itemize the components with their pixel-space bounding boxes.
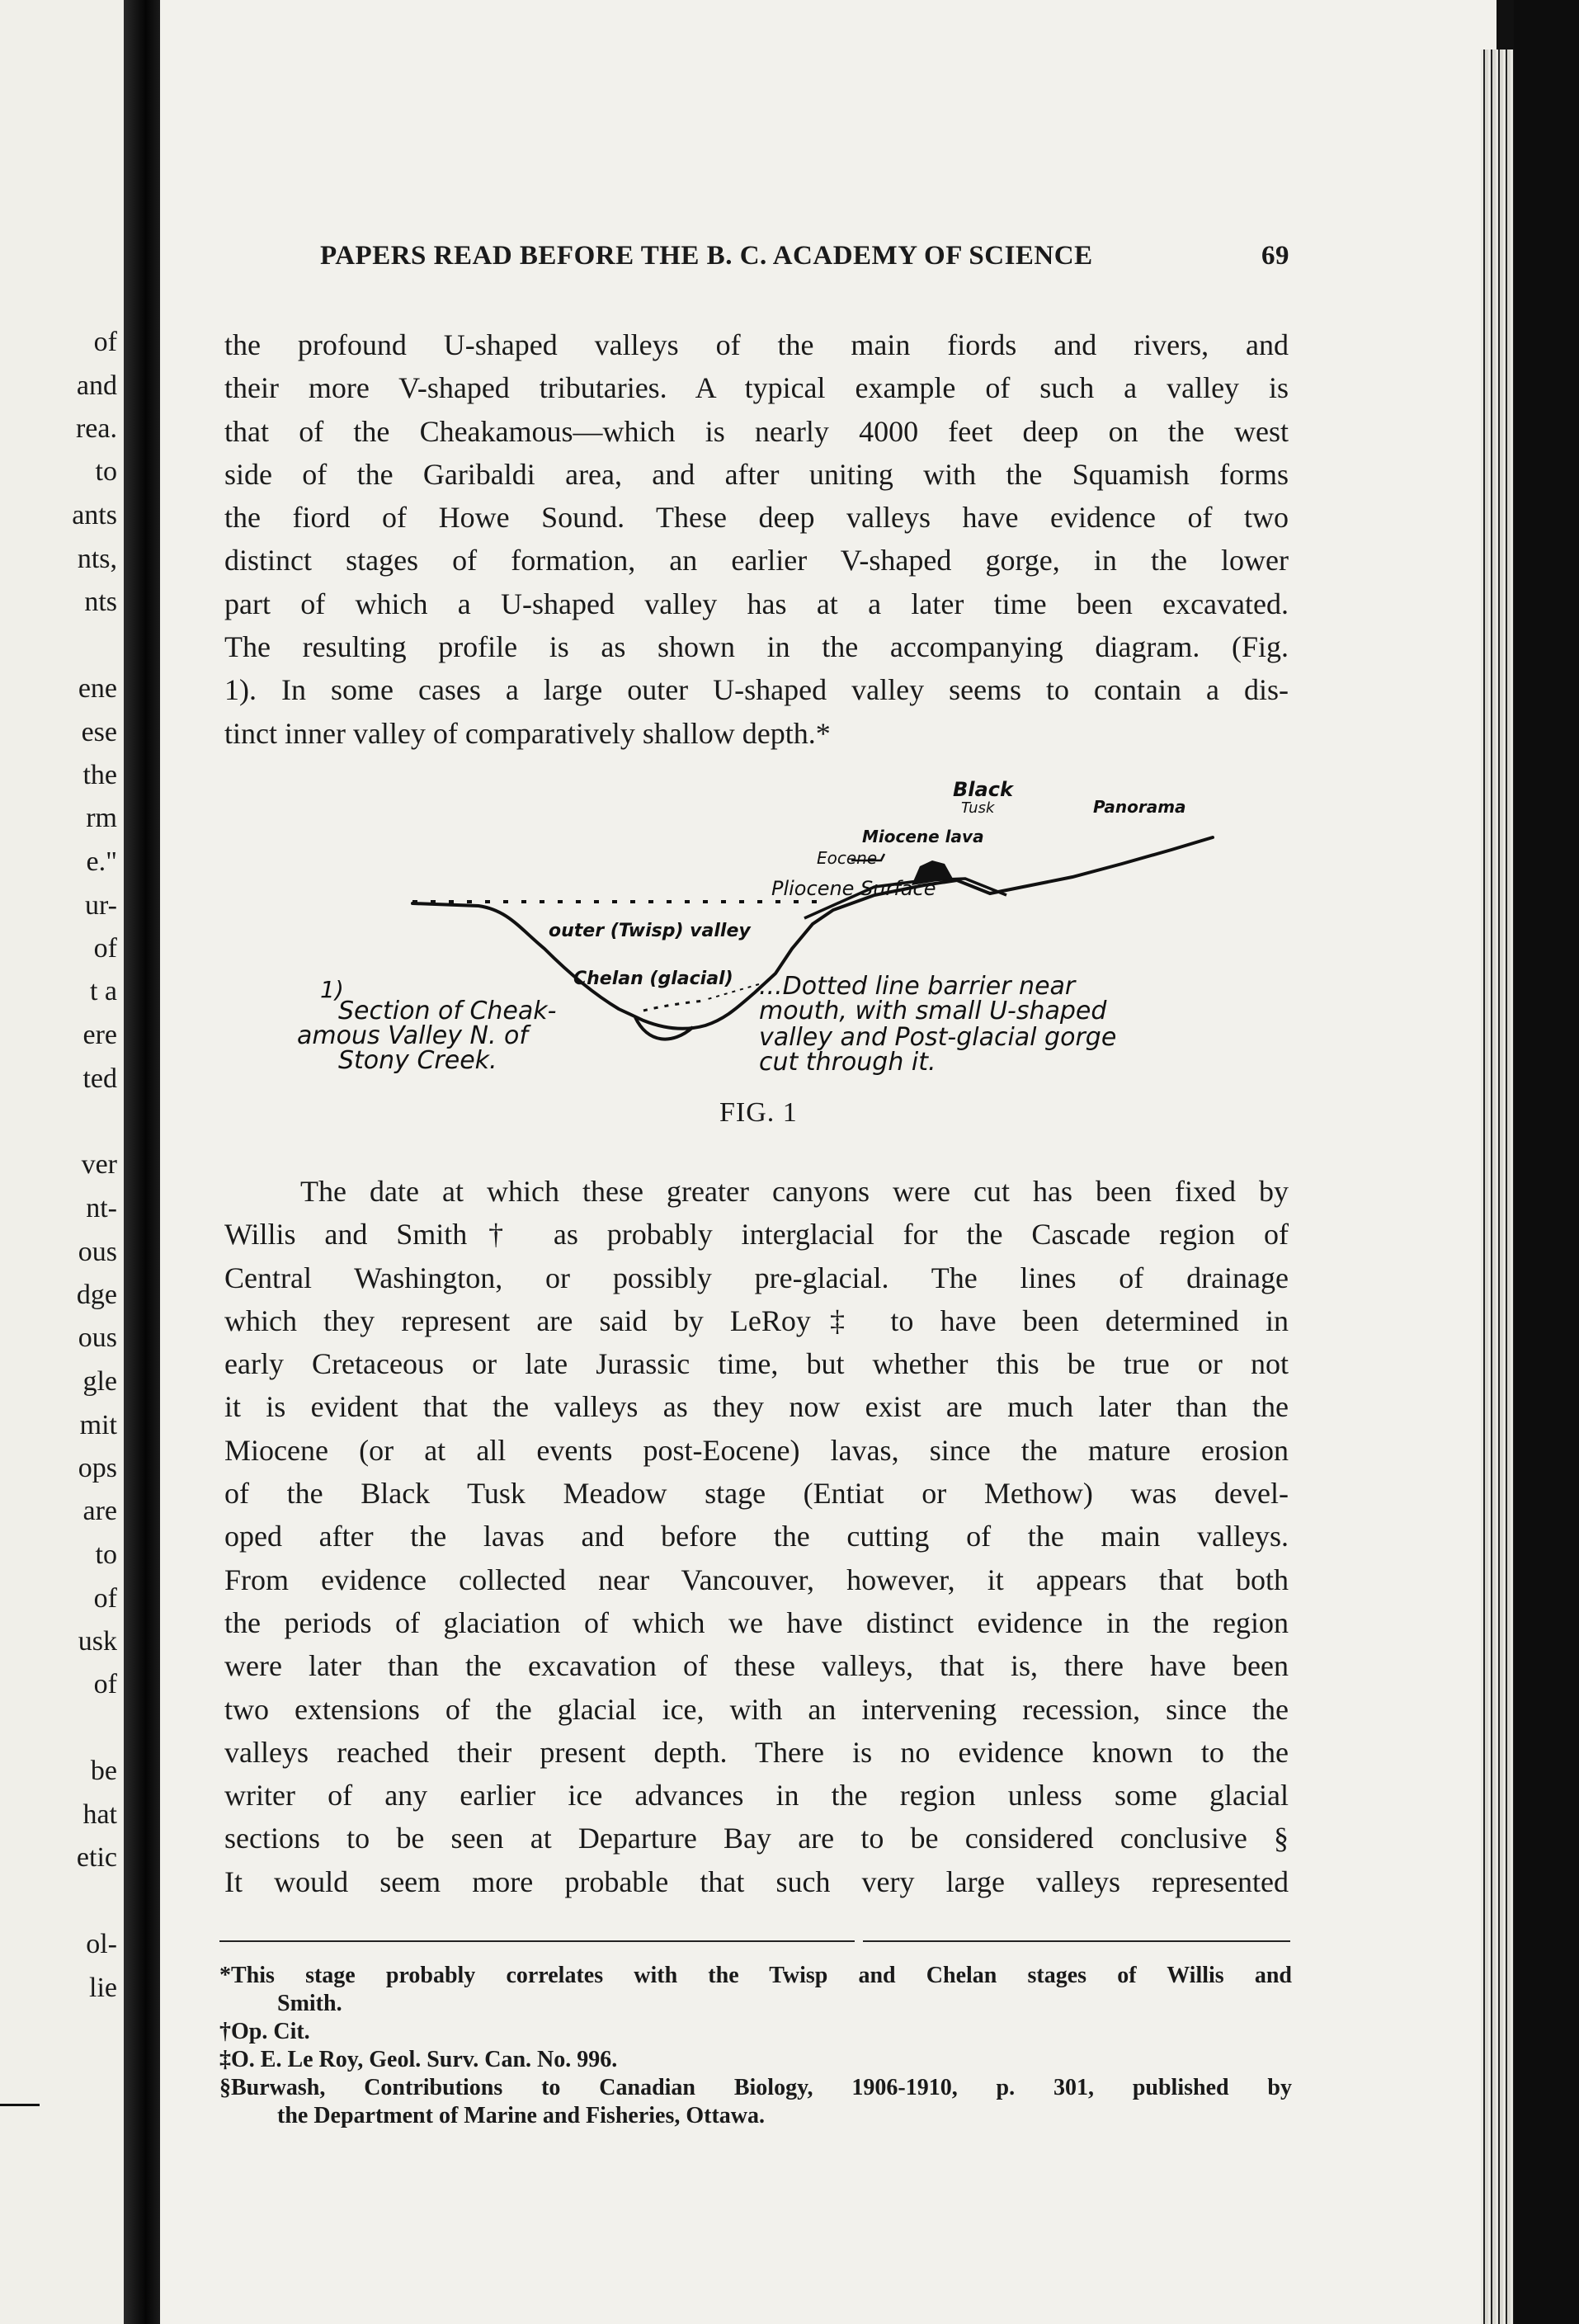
text-line: of the Black Tusk Meadow stage (Entiat or Methow) was devel- bbox=[224, 1477, 1289, 1511]
label-chelan: Chelan (glacial) bbox=[573, 969, 733, 989]
label-miocene-lava: Miocene lava bbox=[862, 827, 984, 846]
facing-page-text: usk bbox=[78, 1626, 117, 1657]
text-line: oped after the lavas and before the cutting of the main valleys. bbox=[224, 1520, 1289, 1553]
figure-caption: FIG. 1 bbox=[719, 1097, 798, 1128]
footnote-rule bbox=[863, 1940, 1290, 1942]
label-pliocene-surface: Pliocene Surface bbox=[771, 877, 936, 900]
paragraph-1 bbox=[224, 323, 1289, 755]
dotted-barrier-line bbox=[643, 1001, 705, 1011]
dotted-note-line: valley and Post-glacial gorge bbox=[759, 1023, 1117, 1052]
facing-page-text: mit bbox=[79, 1410, 117, 1440]
text-line: Central Washington, or possibly pre-glacial. The lines of drainage bbox=[224, 1261, 1289, 1294]
facing-page-rule bbox=[0, 2104, 40, 2106]
dotted-note-line: cut through it. bbox=[759, 1048, 936, 1077]
section-note-line: 1) bbox=[320, 976, 344, 1003]
facing-page-text: ere bbox=[82, 1020, 117, 1050]
text-line: that of the Cheakamous—which is nearly 4000 feet deep on the west bbox=[224, 414, 1289, 448]
scan-border bbox=[1514, 0, 1579, 2324]
label-panorama: Panorama bbox=[1093, 797, 1186, 817]
text-line: sections to be seen at Departure Bay are to be considered conclusive § bbox=[224, 1822, 1289, 1855]
footnotes bbox=[219, 1962, 1292, 2130]
facing-page-text: etic bbox=[76, 1842, 117, 1873]
facing-page-text: ur- bbox=[85, 890, 117, 921]
facing-page-text: ol- bbox=[86, 1929, 117, 1959]
facing-page-text: the bbox=[82, 760, 117, 790]
text-line: It would seem more probable that such very large valleys represented bbox=[224, 1864, 1289, 1898]
facing-page-text: hat bbox=[82, 1799, 117, 1830]
footnote-section bbox=[219, 2074, 1292, 2130]
facing-page-text: nts bbox=[84, 587, 117, 617]
facing-page-text: ops bbox=[78, 1453, 117, 1483]
text-line: The date at which these greater canyons were cut has been fixed by bbox=[300, 1175, 1289, 1208]
paragraph-2 bbox=[224, 1170, 1289, 1903]
facing-page-text: of bbox=[93, 1583, 117, 1614]
facing-page-text: of bbox=[93, 933, 117, 964]
footnote-dagger: †Op. Cit. bbox=[219, 2019, 310, 2044]
facing-page-text: be bbox=[90, 1756, 117, 1786]
text-line: it is evident that the valleys as they now exist are much later than the bbox=[224, 1390, 1289, 1424]
text-line: the fiord of Howe Sound. These deep valleys have evidence of two bbox=[224, 501, 1289, 535]
text-line: From evidence collected near Vancouver, however, it appears that both bbox=[224, 1563, 1289, 1596]
text-line: their more V-shaped tributaries. A typical example of such a valley is bbox=[224, 371, 1289, 405]
footnote-star bbox=[219, 1962, 1292, 2018]
facing-page-text: ous bbox=[78, 1237, 117, 1267]
book-gutter bbox=[124, 0, 160, 2324]
facing-page-text: ene bbox=[78, 673, 117, 704]
text-line: writer of any earlier ice advances in the region unless some glacial bbox=[224, 1779, 1289, 1813]
facing-page-text: of bbox=[93, 327, 117, 357]
facing-page-fragment bbox=[0, 0, 124, 2324]
text-line: early Cretaceous or late Jurassic time, but whether this be true or not bbox=[224, 1347, 1289, 1381]
label-eocene: Eocene bbox=[817, 848, 878, 868]
footnote-line: *This stage probably correlates with the Twisp and Chelan stages of Willis and bbox=[219, 1963, 1292, 1988]
running-head bbox=[320, 241, 1289, 282]
text-line: Willis and Smith† as probably interglacial for the Cascade region of bbox=[224, 1218, 1289, 1252]
footnote-rule bbox=[219, 1940, 855, 1942]
facing-page-text: t a bbox=[89, 976, 117, 1006]
facing-page-text: ese bbox=[81, 717, 117, 747]
text-line: the profound U-shaped valleys of the main fiords and rivers, and bbox=[224, 328, 1289, 361]
dotted-note-line: ...Dotted line barrier near bbox=[759, 972, 1076, 1001]
facing-page-text: and bbox=[76, 370, 117, 401]
facing-page-text: lie bbox=[89, 1973, 117, 2003]
facing-page-text: e." bbox=[86, 846, 117, 877]
label-black-tusk: Tusk bbox=[961, 799, 995, 817]
text-line: 1). In some cases a large outer U-shaped valley seems to contain a dis- bbox=[224, 673, 1289, 707]
footnote-double-dagger: ‡O. E. Le Roy, Geol. Surv. Can. No. 996. bbox=[219, 2047, 618, 2072]
facing-page-text: to bbox=[95, 456, 117, 487]
text-line: tinct inner valley of comparatively shallow depth.* bbox=[224, 716, 831, 750]
label-outer-valley: outer (Twisp) valley bbox=[549, 921, 751, 941]
running-head-title: PAPERS READ BEFORE THE B. C. ACADEMY OF SCIENCE bbox=[320, 241, 1093, 271]
valley-profile-sketch bbox=[297, 771, 1295, 1134]
section-note-line: Section of Cheak- bbox=[338, 997, 557, 1025]
footnote-line: the Department of Marine and Fisheries, Ottawa. bbox=[277, 2103, 766, 2128]
label-black-tusk: Black bbox=[953, 778, 1013, 801]
text-line: side of the Garibaldi area, and after uniting with the Squamish forms bbox=[224, 457, 1289, 491]
page-number: 69 bbox=[1261, 241, 1289, 271]
text-line: distinct stages of formation, an earlier V-shaped gorge, in the lower bbox=[224, 544, 1289, 577]
text-line: Miocene (or at all events post-Eocene) lavas, since the mature erosion bbox=[224, 1433, 1289, 1467]
facing-page-text: ous bbox=[78, 1322, 117, 1353]
footnote-line: Smith. bbox=[277, 1991, 342, 2016]
facing-page-text: gle bbox=[82, 1366, 117, 1397]
facing-page-text: dge bbox=[76, 1280, 117, 1310]
facing-page-text: of bbox=[93, 1669, 117, 1699]
text-line: valleys reached their present depth. There is no evidence known to the bbox=[224, 1735, 1289, 1769]
facing-page-text: ver bbox=[81, 1149, 117, 1180]
section-note-line: amous Valley N. of bbox=[297, 1021, 528, 1050]
facing-page-text: rea. bbox=[75, 413, 117, 444]
section-note-line: Stony Creek. bbox=[338, 1046, 497, 1075]
facing-page-text: ants bbox=[72, 500, 117, 530]
dotted-note-line: mouth, with small U-shaped bbox=[759, 997, 1107, 1025]
facing-page-text: nt- bbox=[86, 1193, 117, 1223]
text-line: The resulting profile is as shown in the accompanying diagram. (Fig. bbox=[224, 630, 1289, 664]
figure-1-diagram bbox=[297, 771, 1295, 1134]
facing-page-text: are bbox=[82, 1496, 117, 1526]
facing-page-text: to bbox=[95, 1539, 117, 1570]
text-line: the periods of glaciation of which we have distinct evidence in the region bbox=[224, 1605, 1289, 1639]
facing-page-text: rm bbox=[86, 803, 117, 833]
text-line: part of which a U-shaped valley has at a later time been excavated. bbox=[224, 587, 1289, 620]
facing-page-text: ted bbox=[82, 1063, 117, 1094]
page-edges bbox=[1481, 49, 1514, 2324]
footnote-line: §Burwash, Contributions to Canadian Biology, 1906-1910, p. 301, published by bbox=[219, 2075, 1292, 2100]
text-line: which they represent are said by LeRoy‡ to have been determined in bbox=[224, 1303, 1289, 1337]
text-line: were later than the excavation of these valleys, that is, there have been bbox=[224, 1649, 1289, 1683]
text-line: two extensions of the glacial ice, with an intervening recession, since the bbox=[224, 1692, 1289, 1726]
facing-page-text: nts, bbox=[77, 544, 117, 574]
